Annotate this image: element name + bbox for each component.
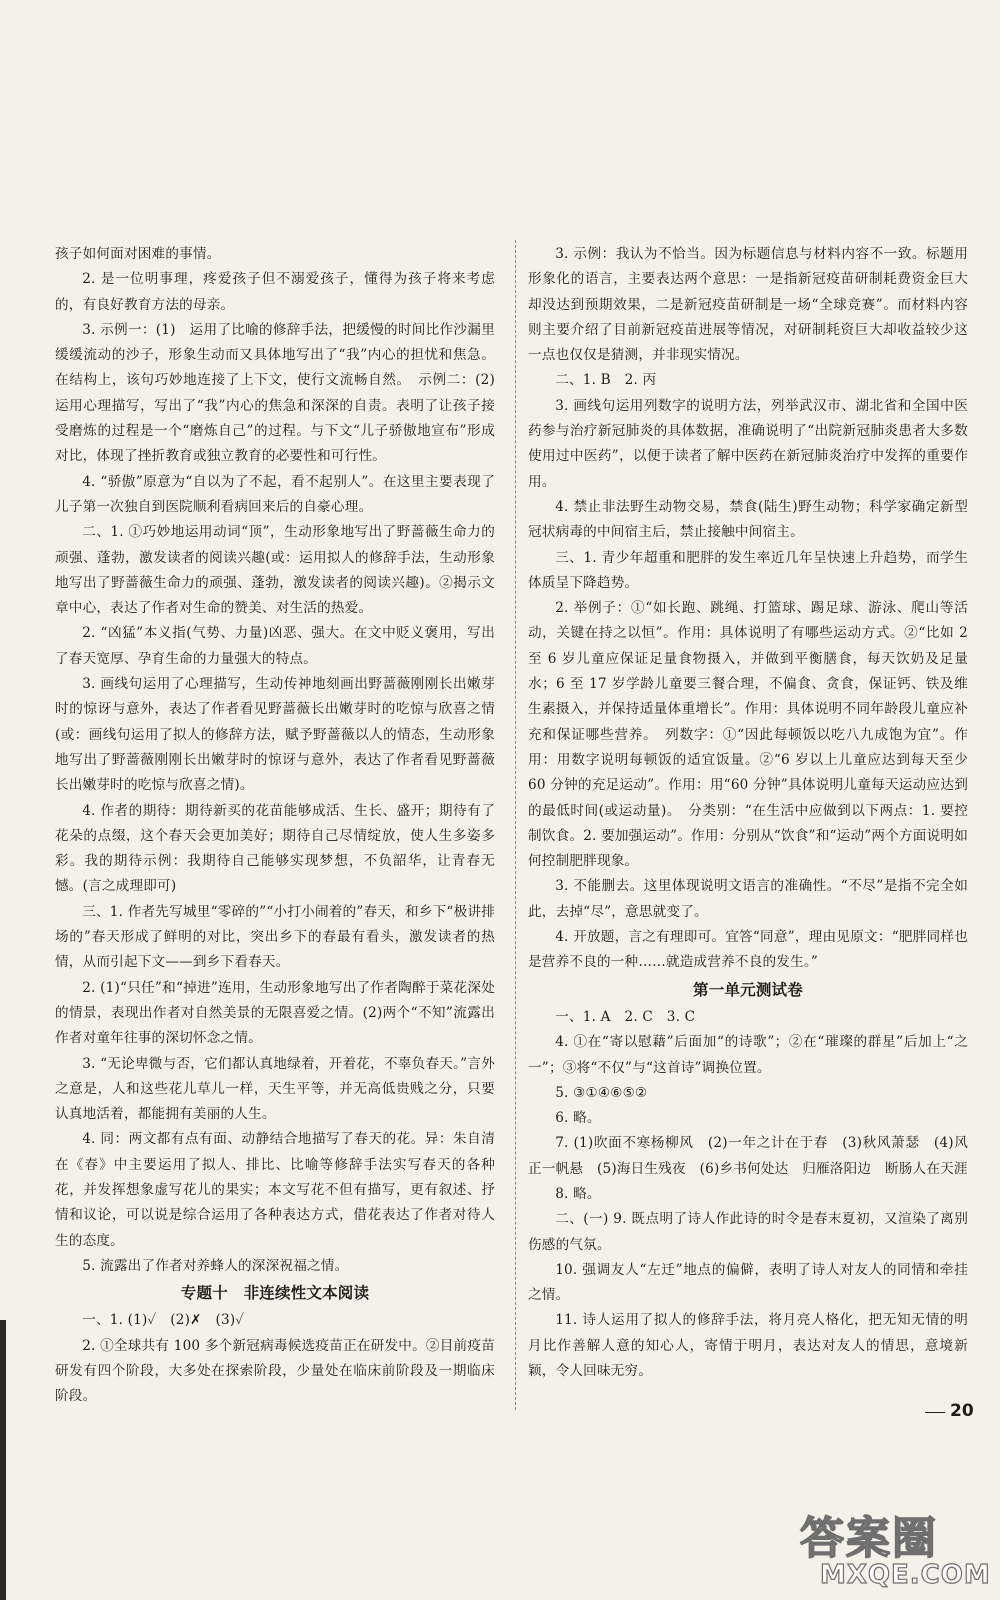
- right-column: [528, 242, 968, 1384]
- answer-paragraph: 二、1. B 2. 丙: [555, 372, 657, 389]
- answer-paragraph: 3. 不能删去。这里体现说明文语言的准确性。“不尽”是指不完全如此，去掉“尽”，意思就变了。: [528, 878, 968, 920]
- page-number-dash: [925, 1412, 945, 1413]
- column-divider: [515, 240, 516, 1410]
- watermark-text: 答案圈: [800, 1513, 938, 1564]
- answer-paragraph: 一、1. (1)✓ (2)✗ (3)✓: [82, 1312, 245, 1329]
- answer-paragraph: 孩子如何面对困难的事情。: [55, 246, 221, 262]
- answer-paragraph: 8. 略。: [555, 1185, 601, 1202]
- answer-paragraph: 三、1. 青少年超重和肥胖的发生率近几年呈快速上升趋势，而学生体质呈下降趋势。: [528, 549, 968, 591]
- answer-paragraph: 7. (1)吹面不寒杨柳风 (2)一年之计在于春 (3)秋风萧瑟 (4)风正一帆悬 (5)海日生残夜 (6)乡书何处达 归雁洛阳边 断肠人在天涯: [528, 1135, 968, 1177]
- page-number: 20: [950, 1401, 974, 1421]
- answer-paragraph: 4. “骄傲”原意为“自以为了不起，看不起别人”。在这里主要表现了儿子第一次独自到医院顺利看病回来后的自豪心理。: [55, 473, 495, 515]
- watermark-url: MXQE.COM: [820, 1560, 991, 1590]
- answer-paragraph: 2. 举例子：①“如长跑、跳绳、打篮球、踢足球、游泳、爬山等活动，关键在持之以恒”。作用：具体说明了有哪些运动方式。②“比如 2 至 6 岁儿童应保证足量食物摄入，并做到平衡膳食，每天饮奶及足量水；6 至 17 岁学龄儿童要三餐合理，不偏食、贪食，保证钙、铁及维生素摄入，并保持适量体重增长”。作用：具体说明不同年龄段儿童应补充和保证哪些营养。 列数字：①“因此每顿饭以吃八九成饱为宜”。作用：用数字说明每顿饭的适宜饭量。②“6 岁以上儿童应达到每天至少 60 分钟的充足运动”。作用：用“60 分钟”具体说明儿童每天运动应达到的最低时间(或运动量)。 分类别：“在生活中应做到以下两点：1. 要控制饮食。2. 要加强运动”。作用：分别从“饮食”和“运动”两个方面说明如何控制肥胖现象。: [528, 600, 968, 870]
- answer-paragraph: 4. 禁止非法野生动物交易，禁食(陆生)野生动物；科学家确定新型冠状病毒的中间宿主后，禁止接触中间宿主。: [528, 498, 968, 541]
- left-column: [55, 242, 509, 1410]
- answer-paragraph: 3. 示例：我认为不恰当。因为标题信息与材料内容不一致。标题用形象化的语言，主要表达两个意思：一是指新冠疫苗研制耗费资金巨大却没达到预期效果，二是新冠疫苗研制是一场“全球竞赛”。而材料内容则主要介绍了目前新冠疫苗进展等情况，对研制耗资巨大却收益较少这一点也仅仅是猜测，并非现实情况。: [528, 246, 968, 364]
- answer-paragraph: 4. 作者的期待：期待新买的花苗能够成活、生长、盛开；期待有了花朵的点缀，这个春天会更加美好；期待自己尽情绽放，使人生多姿多彩。我的期待示例：我期待自己能够实现梦想，不负韶华，让青春无憾。(言之成理即可): [55, 802, 495, 895]
- answer-paragraph: 一、1. A 2. C 3. C: [555, 1008, 696, 1025]
- section-heading: 专题十 非连续性文本阅读: [180, 1284, 370, 1303]
- answer-paragraph: 3. 示例一：(1) 运用了比喻的修辞手法，把缓慢的时间比作沙漏里缓缓流动的沙子，形象生动而又具体地写出了“我”内心的担忧和焦急。在结构上，该句巧妙地连接了上下文，使行文流畅自然。 示例二：(2) 运用心理描写，写出了“我”内心的焦急和深深的自责。表明了让孩子接受磨炼的过程是一个“磨炼自己”的过程。与下文“儿子骄傲地宣布”形成对比，体现了挫折教育或独立教育的必要性和可行性。: [55, 321, 509, 465]
- answer-paragraph: 4. ①在“寄以慰藉”后面加“的诗歌”；②在“璀璨的群星”后加上“之一”；③将“不仅”与“这首诗”调换位置。: [528, 1034, 968, 1076]
- answer-paragraph: 3. 画线句运用了心理描写，生动传神地刻画出野蔷薇刚刚长出嫩芽时的惊讶与意外，表达了作者看见野蔷薇长出嫩芽时的吃惊与欣喜之情(或：画线句运用了拟人的修辞方法，赋予野蔷薇以人的情态，生动形象地写出了野蔷薇刚刚长出嫩芽时的惊讶与意外，表达了作者看见野蔷薇长出嫩芽时的吃惊与欣喜之情)。: [55, 676, 495, 794]
- answer-paragraph: 10. 强调友人“左迁”地点的偏僻，表明了诗人对友人的同情和牵挂之情。: [528, 1261, 968, 1304]
- answer-paragraph: 5. ③①④⑥⑤②: [555, 1084, 648, 1101]
- answer-paragraph: 2. 是一位明事理，疼爱孩子但不溺爱孩子，懂得为孩子将来考虑的，有良好教育方法的母亲。: [55, 271, 495, 313]
- scan-edge-bar: [0, 1320, 6, 1600]
- answer-paragraph: 11. 诗人运用了拟人的修辞手法，将月亮人格化，把无知无情的明月比作善解人意的知心人，寄情于明月，表达对友人的情思，意境新颖，令人回味无穷。: [528, 1312, 968, 1380]
- answer-paragraph: 6. 略。: [555, 1110, 601, 1127]
- section-heading: 第一单元测试卷: [693, 980, 803, 999]
- answer-paragraph: 二、1. ①巧妙地运用动词“顶”，生动形象地写出了野蔷薇生命力的顽强、蓬勃，激发读者的阅读兴趣(或：运用拟人的修辞手法，生动形象地写出了野蔷薇生命力的顽强、蓬勃，激发读者的阅读兴趣)。②揭示文章中心，表达了作者对生命的赞美、对生活的热爱。: [55, 524, 495, 617]
- answer-paragraph: 2. ①全球共有 100 多个新冠病毒候选疫苗正在研发中。②目前疫苗研发有四个阶段，大多处在探索阶段，少量处在临床前阶段及一期临床阶段。: [55, 1337, 495, 1405]
- answer-paragraph: 二、(一) 9. 既点明了诗人作此诗的时令是春末夏初，又渲染了离别伤感的气氛。: [528, 1211, 968, 1253]
- answer-paragraph: 3. 画线句运用列数字的说明方法，列举武汉市、湖北省和全国中医药参与治疗新冠肺炎的具体数据，准确说明了“出院新冠肺炎患者大多数使用过中医药”，以便于读者了解中医药在新冠肺炎治疗中发挥的重要作用。: [528, 397, 968, 490]
- answer-paragraph: 三、1. 作者先写城里“零碎的”“小打小闹着的”春天，和乡下“极讲排场的”春天形成了鲜明的对比，突出乡下的春最有看头，激发读者的热情，从而引起下文——到乡下看春天。: [55, 903, 495, 971]
- answer-paragraph: 3. “无论卑微与否，它们都认真地绿着，开着花，不辜负春天。”言外之意是，人和这些花儿草儿一样，天生平等，并无高低贵贱之分，只要认真地活着，都能拥有美丽的人生。: [55, 1055, 495, 1123]
- watermark-logo: [790, 1502, 990, 1600]
- answer-paragraph: 2. (1)“只任”和“掉进”连用，生动形象地写出了作者陶醉于菜花深处的情景，表现出作者对自然美景的无限喜爱之情。(2)两个“不知”流露出作者对童年往事的深切怀念之情。: [55, 979, 495, 1047]
- answer-paragraph: 4. 开放题，言之有理即可。宜答“同意”，理由见原文：“肥胖同样也是营养不良的一种……就造成营养不良的发生。”: [528, 929, 968, 971]
- answer-paragraph: 5. 流露出了作者对养蜂人的深深祝福之情。: [82, 1257, 349, 1274]
- answer-paragraph: 2. “凶猛”本义指(气势、力量)凶恶、强大。在文中贬义褒用，写出了春天宽厚、孕育生命的力量强大的特点。: [55, 625, 495, 667]
- answer-paragraph: 4. 同：两文都有点有面、动静结合地描写了春天的花。异：朱自清在《春》中主要运用了拟人、排比、比喻等修辞手法实写春天的各种花，并发挥想象虚写花儿的果实；本文写花不但有描写，更有叙述、抒情和议论，可以说是综合运用了各种表达方式，借花表达了作者对待人生的态度。: [55, 1131, 495, 1249]
